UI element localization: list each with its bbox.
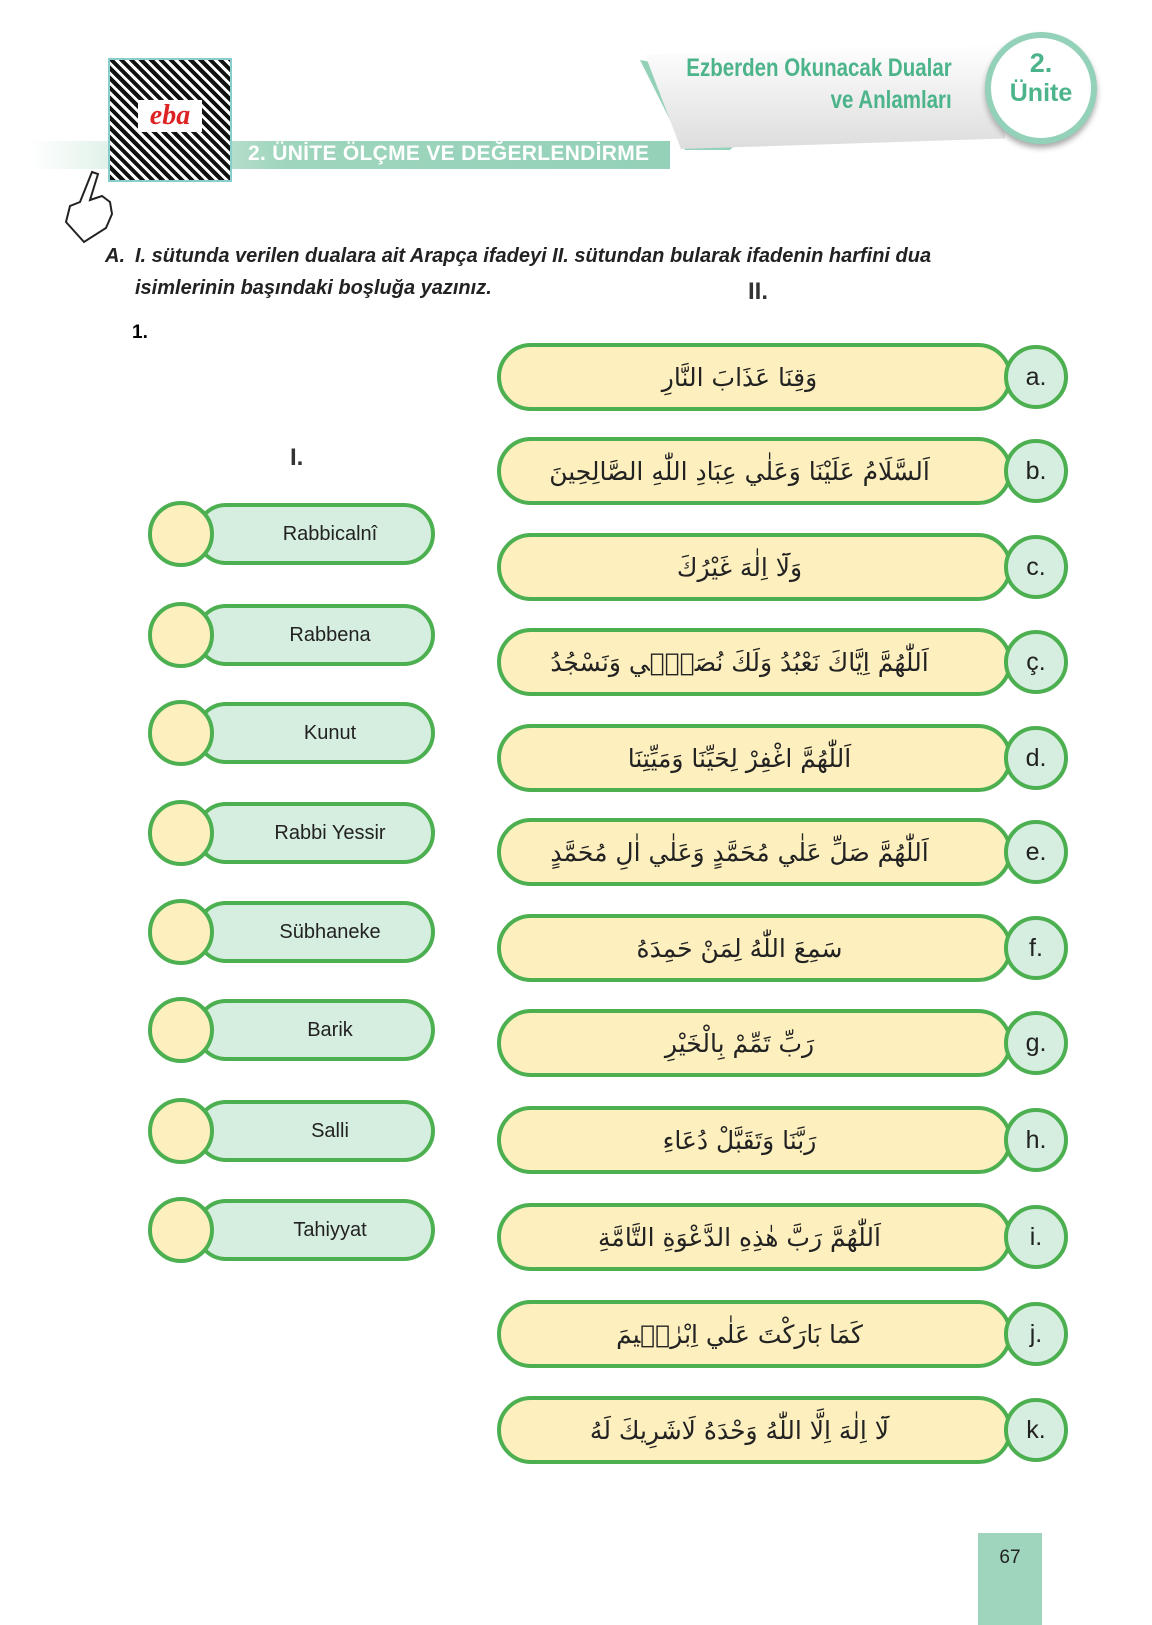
answer-blank[interactable] <box>148 501 214 567</box>
option-letter: h. <box>1004 1108 1068 1172</box>
unit-title <box>687 52 952 116</box>
arabic-phrase-item <box>497 914 1012 982</box>
arabic-text: اَلسَّلَامُ عَلَيْنَا وَعَلٰي عِبَادِ اللّٰهِ الصَّالِحِينَ <box>549 456 930 486</box>
pointing-hand-icon <box>62 170 122 245</box>
arabic-phrase-item <box>497 724 1012 792</box>
column2-header: II. <box>748 278 769 305</box>
option-letter: b. <box>1004 439 1068 503</box>
option-letter: j. <box>1004 1302 1068 1366</box>
arabic-phrase-item <box>497 1106 1012 1174</box>
arabic-text: وَلَٓا اِلٰهَ غَيْرُكَ <box>676 552 803 582</box>
column1-header: I. <box>290 444 304 471</box>
dua-name-item: Rabbicalnî <box>195 503 435 565</box>
answer-blank[interactable] <box>148 602 214 668</box>
arabic-phrase-item <box>497 818 1012 886</box>
qr-code[interactable] <box>108 58 232 182</box>
arabic-text: رَبِّ تَمِّمْ بِالْخَيْرِ <box>664 1028 815 1058</box>
dua-name-item: Barik <box>195 999 435 1061</box>
instruction <box>105 240 1035 304</box>
arabic-text: اَللّٰهُمَّ رَبَّ هٰذِهِ الدَّعْوَةِ التَّامَّةِ <box>598 1222 881 1252</box>
dua-name-item: Rabbi Yessir <box>195 802 435 864</box>
arabic-phrase-item <box>497 1009 1012 1077</box>
option-letter: a. <box>1004 345 1068 409</box>
option-letter: e. <box>1004 820 1068 884</box>
answer-blank[interactable] <box>148 997 214 1063</box>
arabic-text: اَللّٰهُمَّ اغْفِرْ لِحَيِّنَا وَمَيِّتِنَا <box>627 743 852 773</box>
eba-logo: eba <box>138 100 202 132</box>
arabic-phrase-item <box>497 1300 1012 1368</box>
answer-blank[interactable] <box>148 700 214 766</box>
dua-name-item: Salli <box>195 1100 435 1162</box>
arabic-text: اَللّٰهُمَّ اِيَّاكَ نَعْبُدُ وَلَكَ نُصَلّٖي وَنَسْجُدُ <box>550 647 929 677</box>
answer-blank[interactable] <box>148 800 214 866</box>
unit-word: Ünite <box>1009 79 1073 107</box>
arabic-text: كَمَا بَارَكْتَ عَلٰي اِبْرٰهٖيمَ <box>616 1319 863 1349</box>
answer-blank[interactable] <box>148 1197 214 1263</box>
answer-blank[interactable] <box>148 899 214 965</box>
arabic-phrase-item <box>497 1396 1012 1464</box>
unit-badge <box>985 32 1097 144</box>
arabic-text: اَللّٰهُمَّ صَلِّ عَلٰي مُحَمَّدٍ وَعَلٰي اٰلِ مُحَمَّدٍ <box>550 837 929 867</box>
dua-name-item: Tahiyyat <box>195 1199 435 1261</box>
dua-name-item: Sübhaneke <box>195 901 435 963</box>
option-letter: i. <box>1004 1205 1068 1269</box>
arabic-phrase-item <box>497 533 1012 601</box>
question-number: 1. <box>132 322 148 343</box>
option-letter: g. <box>1004 1011 1068 1075</box>
arabic-text: وَقِنَا عَذَابَ النَّارِ <box>661 362 818 392</box>
instruction-text: I. sütunda verilen dualara ait Arapça ifadeyi II. sütundan bularak ifadenin harfini dua isimlerinin başındaki boşluğa yazınız. <box>135 245 932 299</box>
unit-title-line1: Ezberden Okunacak Dualar <box>686 54 952 82</box>
instruction-label: A. <box>105 245 125 267</box>
unit-title-line2: ve Anlamları <box>830 86 952 114</box>
option-letter: c. <box>1004 535 1068 599</box>
unit-number: 2. <box>1029 48 1053 78</box>
dua-name-item: Rabbena <box>195 604 435 666</box>
answer-blank[interactable] <box>148 1098 214 1164</box>
arabic-phrase-item <box>497 437 1012 505</box>
option-letter: d. <box>1004 726 1068 790</box>
page-number: 67 <box>978 1533 1042 1625</box>
arabic-phrase-item <box>497 1203 1012 1271</box>
arabic-phrase-item <box>497 343 1012 411</box>
arabic-text: لَٓا اِلٰهَ اِلَّا اللّٰهُ وَحْدَهُ لَاشَرِيكَ لَهُ <box>589 1415 890 1445</box>
section-title: 2. ÜNİTE ÖLÇME VE DEĞERLENDİRME <box>248 142 650 165</box>
arabic-phrase-item <box>497 628 1012 696</box>
option-letter: k. <box>1004 1398 1068 1462</box>
option-letter: f. <box>1004 916 1068 980</box>
arabic-text: رَبَّنَا وَتَقَبَّلْ دُعَاءِ <box>662 1125 817 1155</box>
dua-name-item: Kunut <box>195 702 435 764</box>
arabic-text: سَمِعَ اللّٰهُ لِمَنْ حَمِدَهُ <box>636 933 843 963</box>
option-letter: ç. <box>1004 630 1068 694</box>
